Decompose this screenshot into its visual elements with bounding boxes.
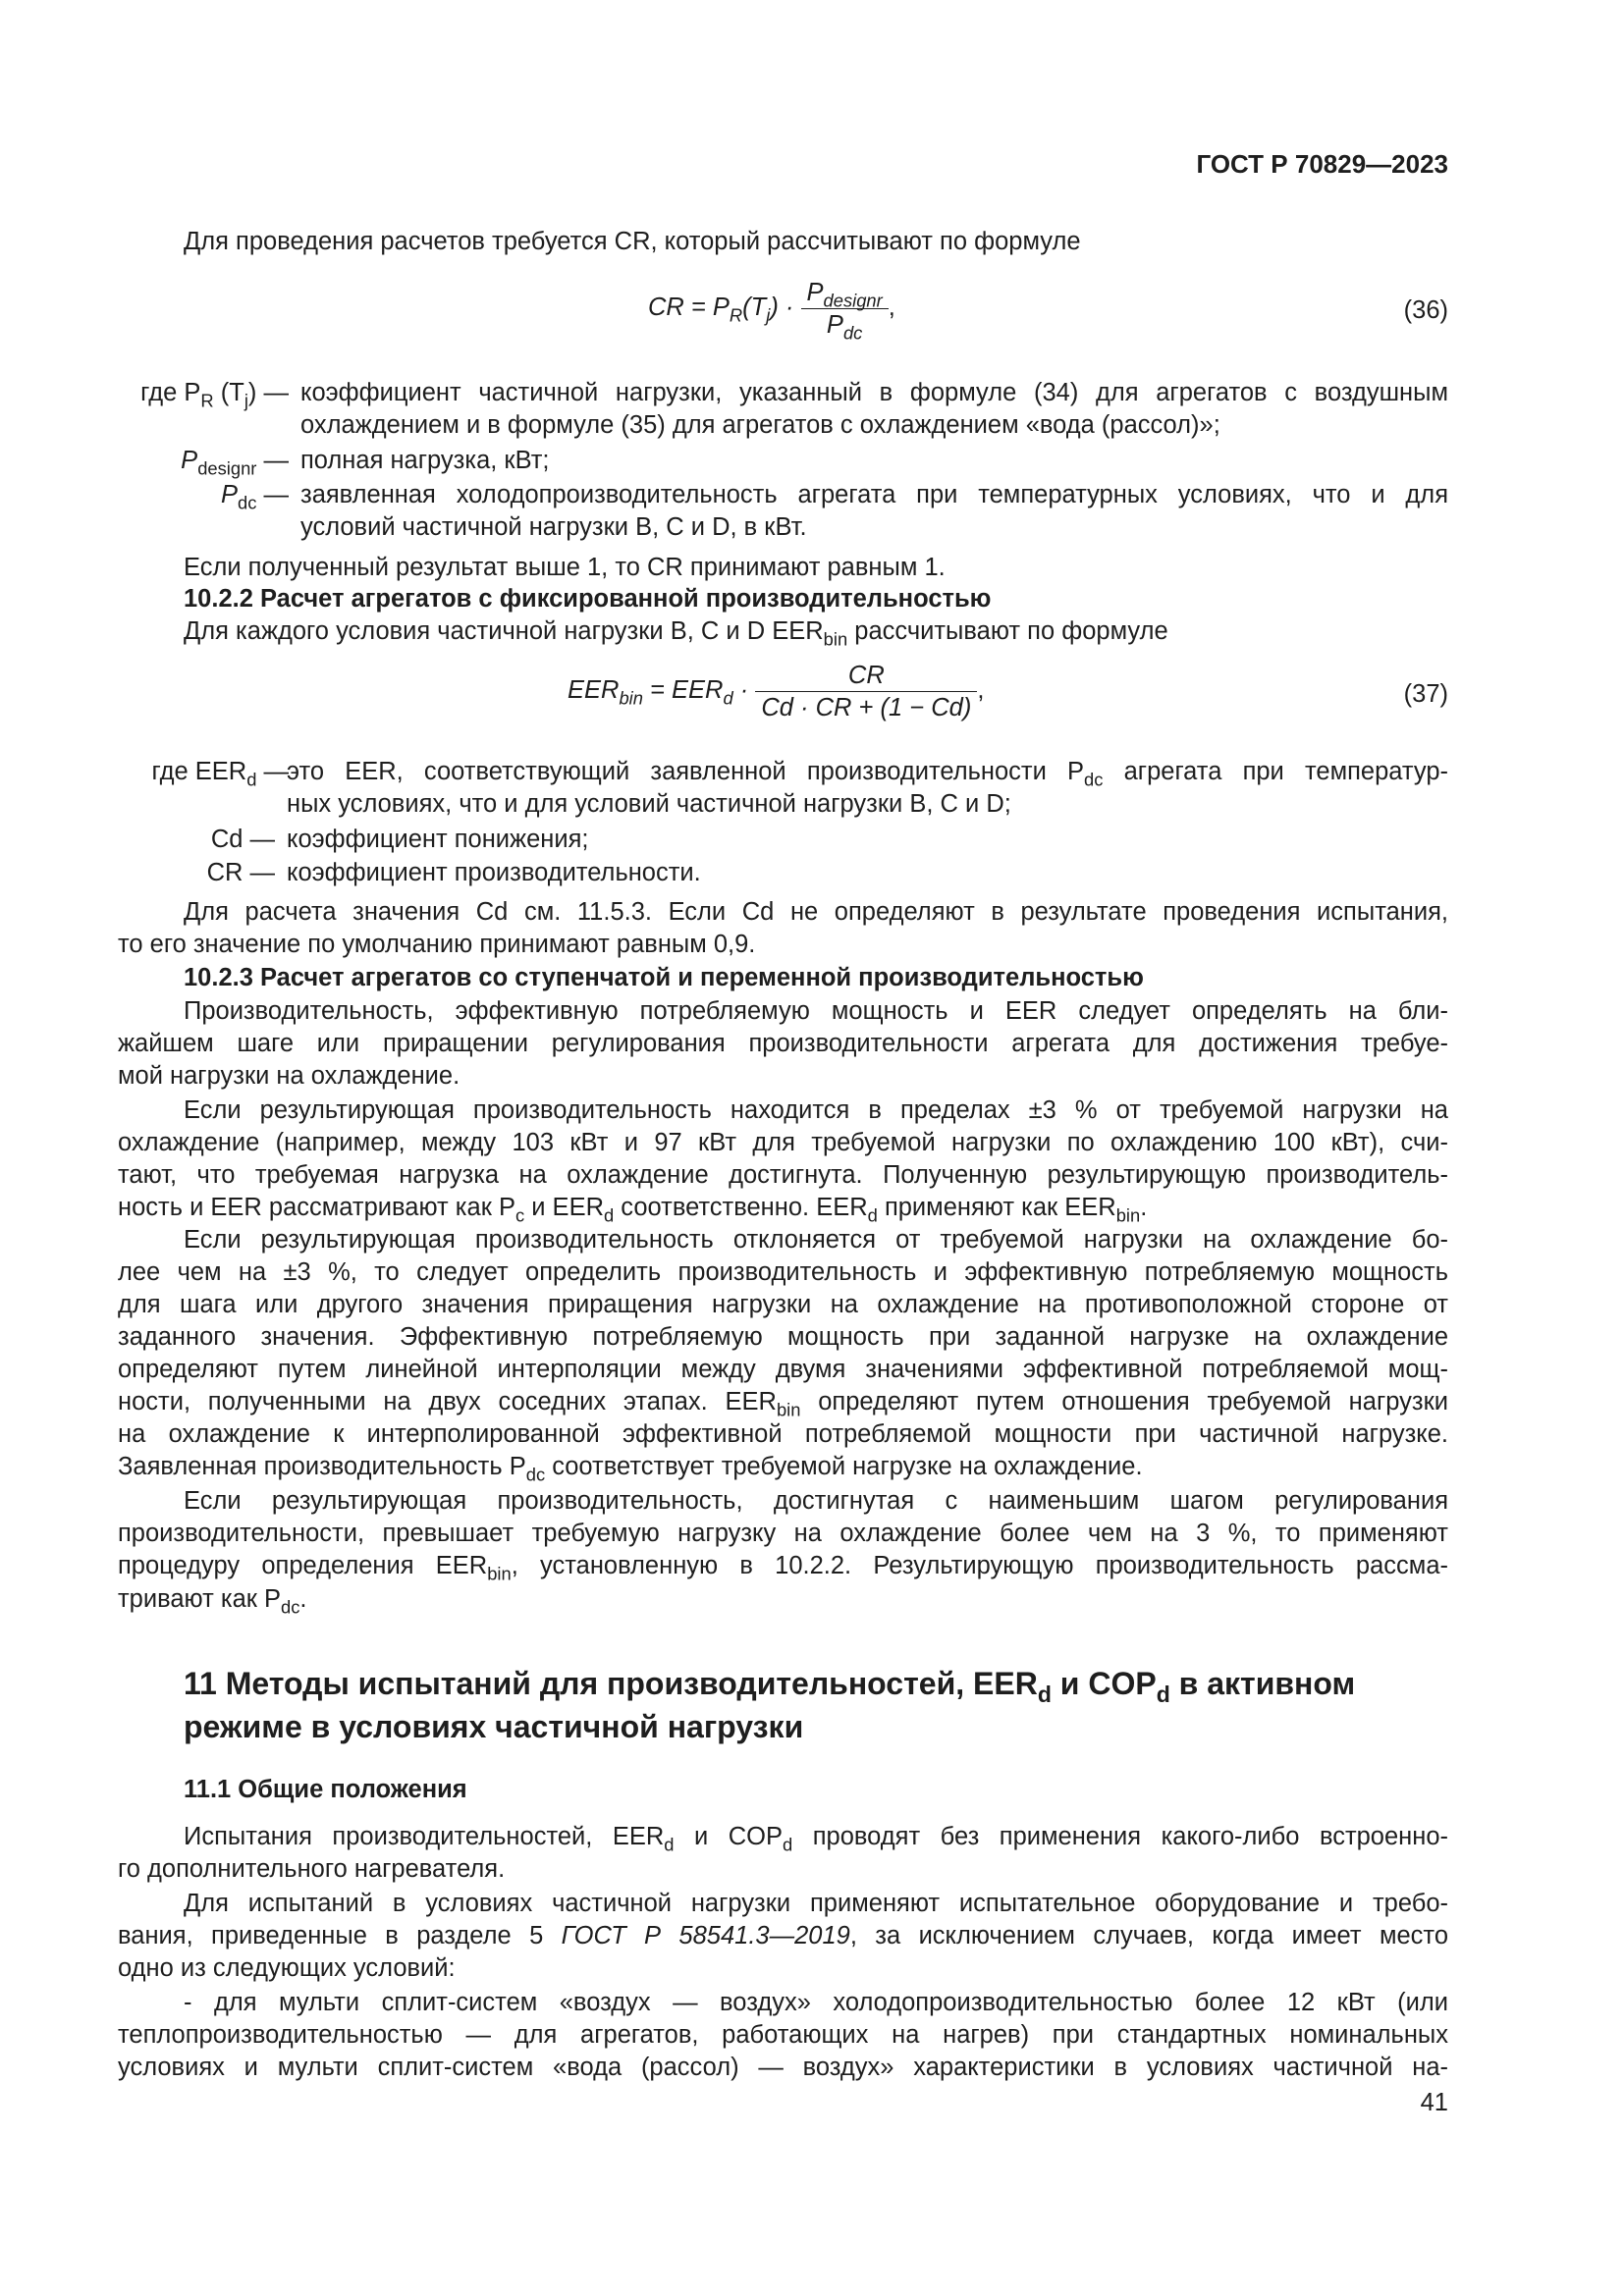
paragraph-step3-line4: заданного значения. Эффективную потребляемую мощность при заданной нагрузке на охлаждение (118, 1323, 1448, 1351)
paragraph-step3-line1: Если результирующая производительность отклоняется от требуемой нагрузки на охлаждение бо- (184, 1226, 1448, 1254)
heading-10-2-2: 10.2.2 Расчет агрегатов с фиксированной производительностью (184, 585, 992, 613)
page-number: 41 (1420, 2089, 1448, 2116)
paragraph-11-1c-line1: - для мульти сплит-систем «воздух — воздух» холодопроизводительностью более 12 кВт (или (184, 1989, 1448, 2016)
where36-def-pdc-line1: заявленная холодопроизводительность агрегата при температурных условиях, что и для (300, 481, 1448, 508)
where36-def-pr-line2: охлаждением и в формуле (35) для агрегатов с охлаждением «вода (рассол)»; (300, 411, 1220, 439)
paragraph-11-1a-line1: Испытания производительностей, $EER_d$ и $COP_d$ проводят без применения какого-либо встроенно- (184, 1823, 1449, 1855)
paragraph-11-1b-line1: Для испытаний в условиях частичной нагрузки применяют испытательное оборудование и требо- (184, 1890, 1448, 1917)
paragraph-cr-intro: Для проведения расчетов требуется CR, который рассчитывают по формуле (184, 228, 1081, 255)
where37-term-cr: CR — (206, 859, 275, 886)
equation-37-number: (37) (1403, 680, 1448, 708)
where36-term-pr: где $P_R$ $(T_j)$ — (140, 379, 289, 411)
paragraph-fixed-intro: Для каждого условия частичной нагрузки B, C и D $EER_{bin}$ рассчитывают по формуле (184, 617, 1168, 650)
where37-term-eerd: где $EER_d$ — (151, 758, 289, 790)
eq36-fraction: $\frac{P_{designr}}{P_{dc}}$ (801, 277, 889, 341)
where37-def-eerd-line1: это EER, соответствующий заявленной производительности $P_{dc}$ агрегата при температур- (287, 758, 1448, 790)
paragraph-step4-line2: производительности, превышает требуемую нагрузку на охлаждение более чем на 3 %, то применяют (118, 1520, 1448, 1547)
where37-def-cr: коэффициент производительности. (287, 859, 701, 886)
paragraph-step3-line3: для шага или другого значения приращения нагрузки на охлаждение на противоположной стороне от (118, 1291, 1448, 1318)
paragraph-step3-line2: лее чем на ±3 %, то следует определить производительность и эффективную потребляемую мощность (118, 1258, 1448, 1286)
where36-def-pr-line1: коэффициент частичной нагрузки, указанный в формуле (34) для агрегатов с воздушным (300, 379, 1448, 406)
where36-def-pdc-line2: условий частичной нагрузки B, C и D, в кВт. (300, 513, 807, 541)
paragraph-step4-line3: процедуру определения $EER_{bin}$, установленную в 10.2.2. Результирующую производительность рассма- (118, 1552, 1448, 1584)
heading-11-1: 11.1 Общие положения (184, 1776, 467, 1803)
paragraph-step2-line1: Если результирующая производительность находится в пределах ±3 % от требуемой нагрузки на (184, 1096, 1448, 1124)
where36-term-pdesignr: $P_{designr}$ — (181, 447, 289, 479)
paragraph-step4-line4: тривают как $P_{dc}$. (118, 1585, 307, 1618)
equation-36: CR = $P_R(T_j)$ · $\frac{P_{designr}}{P_{dc}}$ , (648, 279, 895, 344)
paragraph-cd-line1: Для расчета значения Cd см. 11.5.3. Если Cd не определяют в результате проведения испытания, (184, 898, 1448, 926)
eq36-lhs: CR = P (648, 294, 730, 322)
paragraph-step1-line3: мой нагрузки на охлаждение. (118, 1062, 460, 1090)
paragraph-step3-line5: определяют путем линейной интерполяции между двумя значениями эффективной потребляемой мощ- (118, 1356, 1448, 1383)
equation-36-number: (36) (1403, 296, 1448, 324)
paragraph-step2-line2: охлаждение (например, между 103 кВт и 97 кВт для требуемой нагрузки по охлаждению 100 кВт), счи- (118, 1129, 1448, 1156)
where37-term-cd: Cd — (210, 826, 275, 853)
heading-section-11-line1: 11 Методы испытаний для производительностей, $EER_d$ и $COP_d$ в активном (184, 1666, 1356, 1708)
heading-10-2-3: 10.2.3 Расчет агрегатов со ступенчатой и переменной производительностью (184, 964, 1144, 991)
where37-def-cd: коэффициент понижения; (287, 826, 589, 853)
paragraph-step2-line3: тают, что требуемая нагрузка на охлаждение достигнута. Полученную результирующую производитель- (118, 1161, 1448, 1189)
paragraph-11-1b-line2: вания, приведенные в разделе 5 ГОСТ Р 58541.3—2019, за исключением случаев, когда имеет место (118, 1922, 1448, 1949)
equation-37: $EER_{bin} = EER_d$ · $\frac{CR}{Cd \cdot CR + (1 - Cd)}$ , (568, 662, 985, 721)
where36-def-pdesignr: полная нагрузка, кВт; (300, 447, 550, 474)
paragraph-step3-line8: Заявленная производительность $P_{dc}$ соответствует требуемой нагрузке на охлаждение. (118, 1453, 1143, 1485)
standard-reference: ГОСТ Р 58541.3—2019 (561, 1922, 850, 1949)
heading-section-11-line2: режиме в условиях частичной нагрузки (184, 1709, 804, 1744)
paragraph-step1-line1: Производительность, эффективную потребляемую мощность и EER следует определять на бли- (184, 997, 1448, 1025)
paragraph-11-1c-line2: теплопроизводительностью — для агрегатов, работающих на нагрев) при стандартных номинальных (118, 2021, 1448, 2049)
where36-term-pdc: $P_{dc}$ — (221, 481, 289, 513)
paragraph-step3-line6: ности, полученными на двух соседних этапах. $EER_{bin}$ определяют путем отношения требуемой нагрузки (118, 1388, 1448, 1420)
paragraph-11-1b-line3: одно из следующих условий: (118, 1954, 456, 1982)
paragraph-11-1c-line3: условиях и мульти сплит-систем «вода (рассол) — воздух» характеристики в условиях частичной на- (118, 2054, 1448, 2081)
paragraph-step3-line7: на охлаждение к интерполированной эффективной потребляемой мощности при частичной нагрузке. (118, 1420, 1448, 1448)
document-header-id: ГОСТ Р 70829—2023 (1196, 149, 1448, 179)
eq37-fraction: $\frac{CR}{Cd \cdot CR + (1 - Cd)}$ (755, 660, 977, 723)
paragraph-11-1a-line2: го дополнительного нагревателя. (118, 1855, 506, 1883)
paragraph-step4-line1: Если результирующая производительность, достигнутая с наименьшим шагом регулирования (184, 1487, 1448, 1515)
paragraph-cr-result: Если полученный результат выше 1, то CR принимают равным 1. (184, 554, 946, 581)
paragraph-step1-line2: жайшем шаге или приращении регулирования производительности агрегата для достижения требуе- (118, 1030, 1448, 1057)
where37-def-eerd-line2: ных условиях, что и для условий частичной нагрузки B, C и D; (287, 790, 1011, 818)
paragraph-step2-line4: ность и EER рассматривают как $P_c$ и $EER_d$ соответственно. $EER_d$ применяют как $EER_{bin}$. (118, 1194, 1148, 1226)
paragraph-cd-line2: то его значение по умолчанию принимают равным 0,9. (118, 931, 756, 958)
